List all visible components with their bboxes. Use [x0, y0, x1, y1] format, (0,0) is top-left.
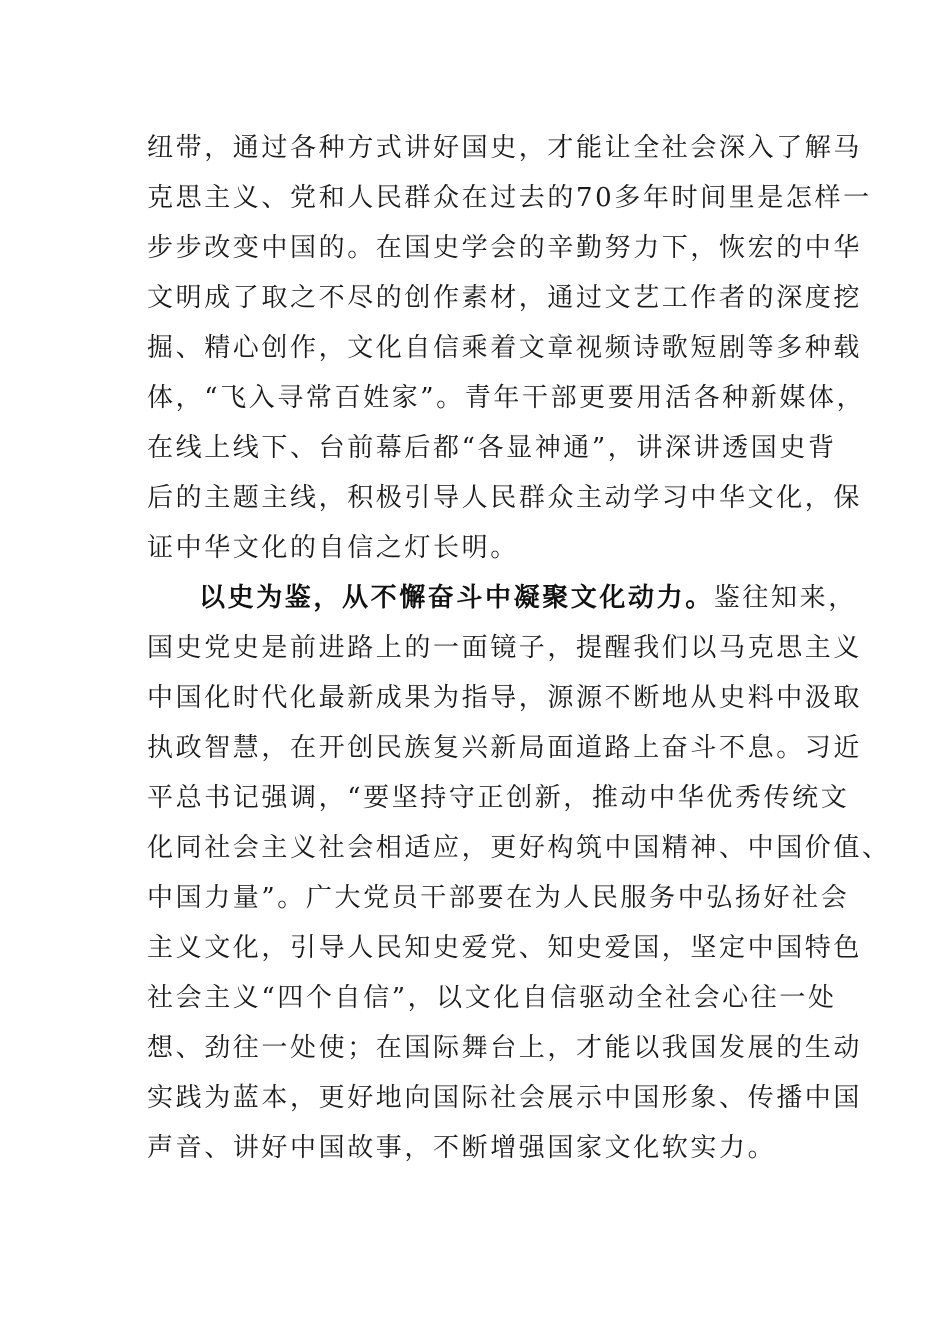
text-line: 想、劲往一处使；在国际舞台上，才能以我国发展的生动 — [147, 1033, 863, 1063]
text-line: 步步改变中国的。在国史学会的辛勤努力下，恢宏的中华 — [147, 233, 863, 263]
text-line: 化同社会主义社会相适应，更好构筑中国精神、中国价值、 — [147, 833, 891, 863]
text-line: 后的主题主线，积极引导人民群众主动学习中华文化，保 — [147, 483, 863, 513]
text-line: 国史党史是前进路上的一面镜子，提醒我们以马克思主义 — [147, 633, 863, 663]
text-line: 实践为蓝本，更好地向国际社会展示中国形象、传播中国 — [147, 1083, 863, 1113]
paragraph-lead-line — [199, 578, 857, 618]
text-line: 证中华文化的自信之灯长明。 — [147, 533, 519, 563]
paragraph-heading: 以史为鉴，从不懈奋斗中凝聚文化动力。 — [199, 583, 714, 613]
text-line: 主义文化，引导人民知史爱党、知史爱国，坚定中国特色 — [147, 933, 863, 963]
text-line: 纽带，通过各种方式讲好国史，才能让全社会深入了解马 — [147, 133, 863, 163]
text-line: 平总书记强调，“要坚持守正创新，推动中华优秀传统文 — [147, 783, 850, 813]
text-line: 社会主义“四个自信”，以文化自信驱动全社会心往一处 — [147, 983, 837, 1013]
text-line: 掘、精心创作，文化自信乘着文章视频诗歌短剧等多种载 — [147, 333, 863, 363]
text-line: 中国化时代化最新成果为指导，源源不断地从史料中汲取 — [147, 683, 863, 713]
text-line: 克思主义、党和人民群众在过去的70多年时间里是怎样一 — [147, 183, 872, 213]
text-line: 中国力量”。广大党员干部要在为人民服务中弘扬好社会 — [147, 883, 850, 913]
text-line: 文明成了取之不尽的创作素材，通过文艺工作者的深度挖 — [147, 283, 863, 313]
text-line: 体，“飞入寻常百姓家”。青年干部更要用活各种新媒体， — [147, 383, 866, 413]
text-line: 声音、讲好中国故事，不断增强国家文化软实力。 — [147, 1133, 777, 1163]
text-line: 在线上线下、台前幕后都“各显神通”，讲深讲透国史背 — [147, 433, 837, 463]
text-line: 执政智慧，在开创民族复兴新局面道路上奋斗不息。习近 — [147, 733, 863, 763]
paragraph-lead-text: 鉴往知来， — [713, 583, 857, 613]
